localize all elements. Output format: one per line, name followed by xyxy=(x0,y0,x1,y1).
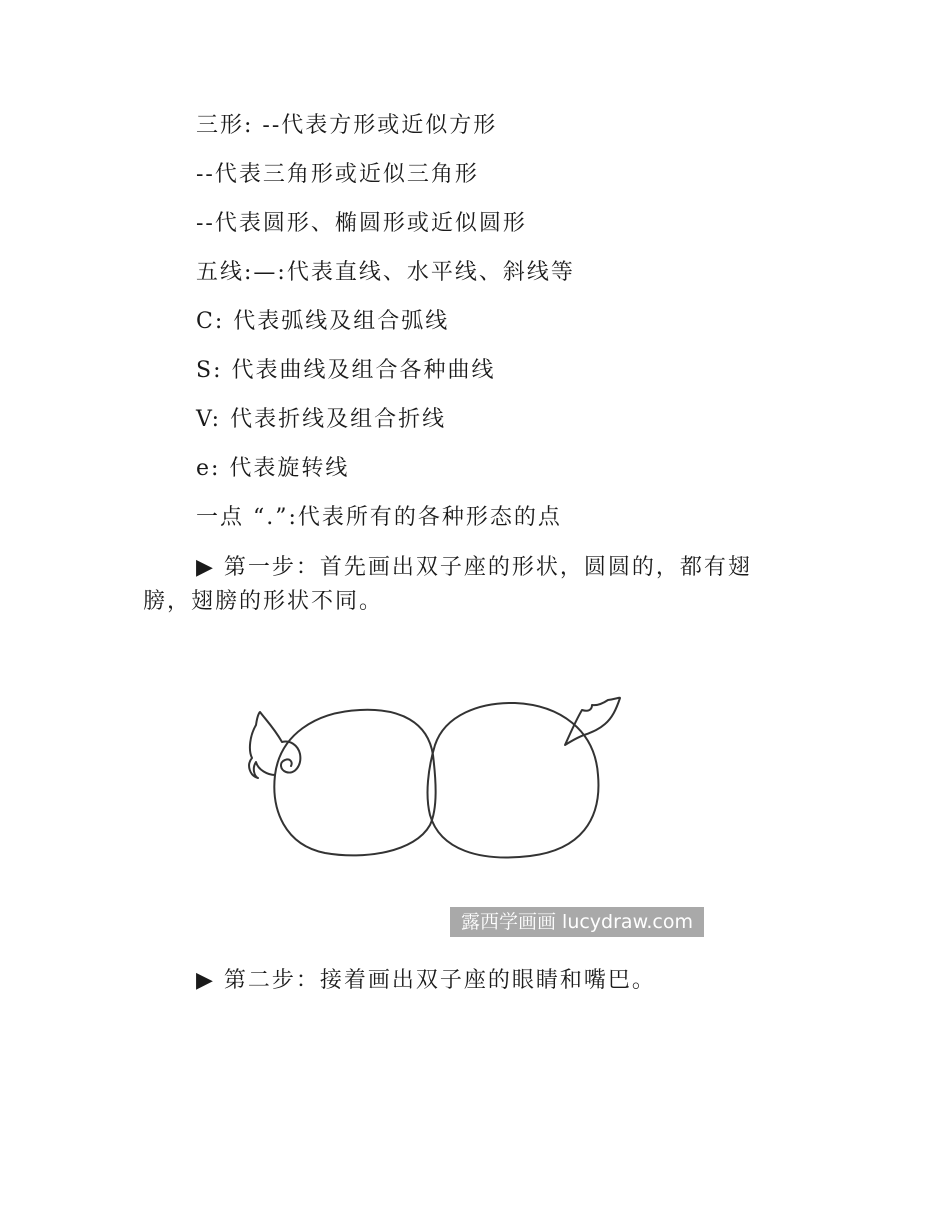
watermark-badge: 露西学画画 lucydraw.com xyxy=(450,907,704,937)
gemini-drawing-figure xyxy=(240,690,710,940)
text-line-three-shapes: 三形: --代表方形或近似方形 xyxy=(196,113,498,138)
left-wing-swirl xyxy=(249,712,300,778)
step-two-paragraph: ▶ 第二步：接着画出双子座的眼睛和嘴巴。 xyxy=(196,968,656,993)
text-line-e-spiral: e: 代表旋转线 xyxy=(196,456,350,481)
text-line-one-point: 一点 “.”:代表所有的各种形态的点 xyxy=(196,505,562,530)
text-line-v-fold: V: 代表折线及组合折线 xyxy=(196,407,447,432)
text-line-circle: --代表圆形、椭圆形或近似圆形 xyxy=(196,211,527,236)
left-circle-body xyxy=(274,710,435,856)
text-line-c-arc: C: 代表弧线及组合弧线 xyxy=(196,309,450,334)
gemini-outline-illustration xyxy=(240,690,710,940)
text-line-five-lines: 五线:—:代表直线、水平线、斜线等 xyxy=(196,260,575,285)
right-wing-leaf xyxy=(565,698,620,745)
text-line-s-curve: S: 代表曲线及组合各种曲线 xyxy=(196,358,496,383)
step-one-paragraph: ▶ 第一步：首先画出双子座的形状，圆圆的，都有翅膀，翅膀的形状不同。 xyxy=(143,555,752,614)
text-line-triangle: --代表三角形或近似三角形 xyxy=(196,162,479,187)
